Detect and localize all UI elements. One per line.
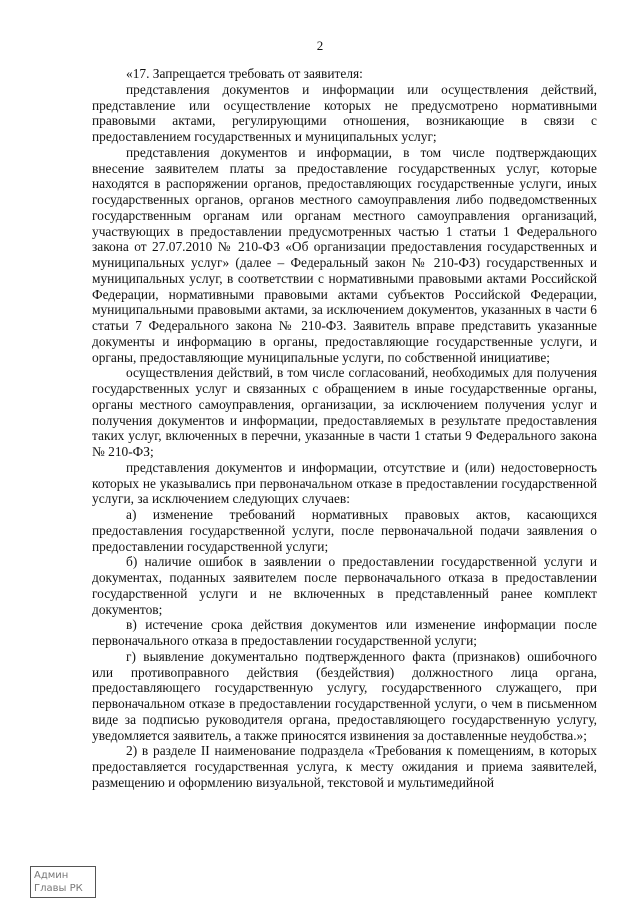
paragraph: в) истечение срока действия документов или изменение информации после первоначального отказа в предоставлении государственной услуги; [92, 617, 597, 648]
paragraph: б) наличие ошибок в заявлении о предоставлении государственной услуги и документах, поданных заявителем после первоначального отказа в предоставлении государственной услуги и не включенных в представленный ранее комплект документов; [92, 554, 597, 617]
paragraph: «17. Запрещается требовать от заявителя: [126, 66, 363, 81]
page-number: 2 [316, 38, 324, 53]
document-body [92, 66, 597, 791]
stamp-line: Главы РК [34, 883, 83, 894]
paragraph: г) выявление документально подтвержденного факта (признаков) ошибочного или противоправного действия (бездействия) должностного лица органа, предоставляющего государственную услугу, государственного служащего, при первоначальном отказе в предоставлении государственной услуги, о чем в письменном виде за подписью руководителя органа, предоставляющего государственную услугу, уведомляется заявитель, а также приносятся извинения за доставленные неудобства.»; [92, 648, 597, 743]
paragraph: представления документов и информации или осуществления действий, представление или осуществление которых не предусмотрено нормативными правовыми актами, регулирующими отношения, возникающие в связи с предоставлением государственных и муниципальных услуг; [92, 81, 597, 144]
paragraph: представления документов и информации, в том числе подтверждающих внесение заявителем платы за предоставление государственных услуг, которые находятся в распоряжении органов, предоставляющих государственные услуги, иных государственных органов, органов местного самоуправления либо подведомственных государственным органам или органам местного самоуправления организаций, участвующих в предоставлении предусмотренных частью 1 статьи 1 Федерального закона от 27.07.2010 № 210-ФЗ «Об организации предоставления государственных и муниципальных услуг» (далее – Федеральный закон № 210-ФЗ) государственных и муниципальных услуг, в соответствии с нормативными правовыми актами Российской Федерации, нормативными правовыми актами субъектов Российской Федерации, муниципальными правовыми актами, за исключением документов, указанных в части 6 статьи 7 Федерального закона № 210-ФЗ. Заявитель вправе представить указанные документы и информацию в органы, предоставляющие государственные услуги, и органы, предоставляющие муниципальные услуги, по собственной инициативе; [92, 144, 597, 365]
registration-stamp [30, 866, 96, 898]
paragraph: а) изменение требований нормативных правовых актов, касающихся предоставления государственной услуги, после первоначальной подачи заявления о предоставлении государственной услуги; [92, 507, 597, 554]
stamp-line: Админ [34, 870, 69, 881]
paragraph: 2) в разделе II наименование подраздела «Требования к помещениям, в которых предоставляется государственная услуга, к месту ожидания и приема заявителей, размещению и оформлению визуальной, текстовой и мультимедийной [92, 743, 597, 790]
paragraph: представления документов и информации, отсутствие и (или) недостоверность которых не указывались при первоначальном отказе в предоставлении государственной услуги, за исключением следующих случаев: [92, 459, 597, 507]
paragraph: осуществления действий, в том числе согласований, необходимых для получения государственных услуг и связанных с обращением в иные государственные органы, органы местного самоуправления, организации, за исключением получения услуг и получения документов и информации, предоставляемых в результате предоставления таких услуг, включенных в перечни, указанные в части 1 статьи 9 Федерального закона № 210-ФЗ; [92, 365, 597, 459]
